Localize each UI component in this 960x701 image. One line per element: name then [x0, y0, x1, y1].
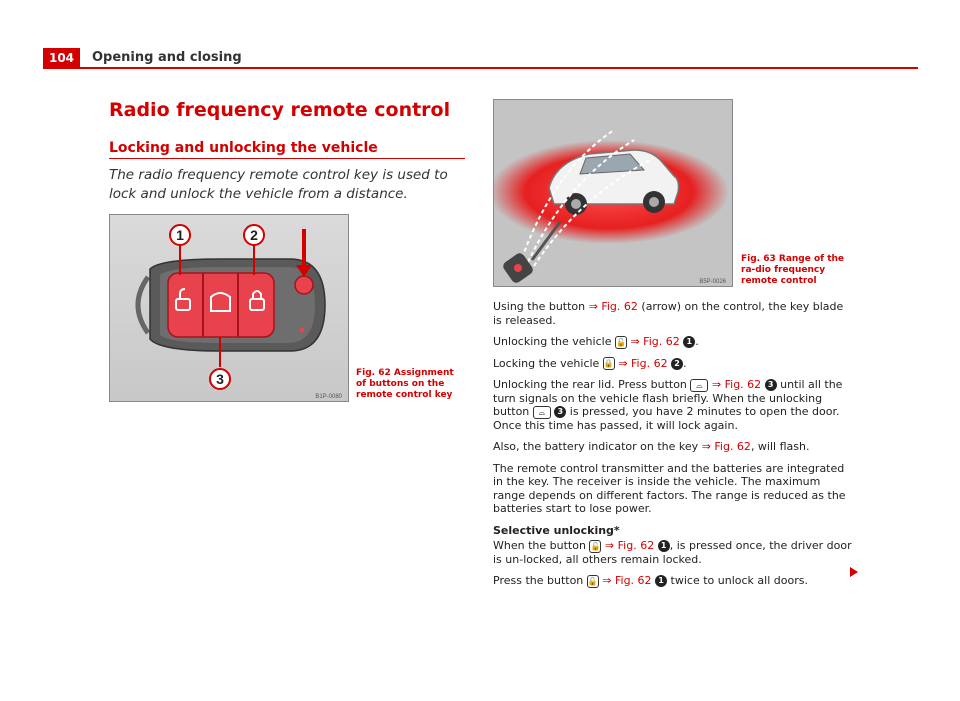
unlock-key-icon: 🔓 [587, 576, 598, 586]
header-title: Opening and closing [92, 50, 242, 65]
continue-arrow-icon [850, 567, 858, 577]
figure-63-caption: Fig. 63 Range of the ra-dio frequency remote control [741, 254, 845, 286]
figure-ref-link[interactable]: ⇒ Fig. 62 [618, 356, 668, 370]
paragraph: When the button 🔓 ⇒ Fig. 62 1 , is pressed once, the driver door is un-locked, all others remain locked. [493, 539, 852, 566]
subsection-title: Locking and unlocking the vehicle [109, 140, 378, 156]
paragraph: Unlocking the rear lid. Press button ⌓ ⇒ Fig. 62 3 until all the turn signals on the vehicle flash briefly. When the unlocking button ⌓ 3 is pressed, you have 2 minutes to open the door. Once this time has passed, it will lock again. [493, 378, 843, 432]
figure-ref-link[interactable]: ⇒ Fig. 62 [604, 539, 655, 552]
callout-number: 1 [655, 575, 667, 587]
paragraph: Also, the battery indicator on the key ⇒ Fig. 62, will flash. [493, 440, 810, 453]
remote-key-illustration [110, 215, 349, 402]
figure-code: B5P-0026 [699, 279, 726, 285]
svg-text:3: 3 [216, 371, 224, 387]
body-text [493, 300, 855, 596]
callout-number: 2 [671, 358, 683, 370]
subheading: Selective unlocking* [493, 523, 620, 537]
figure-ref-link[interactable]: ⇒ Fig. 62 [701, 440, 751, 453]
paragraph: The remote control transmitter and the batteries are integrated in the key. The receiver is inside the vehicle. The maximum range depends on different factors. The range is reduced as the batteries start to lose power. [493, 461, 846, 515]
callout-number: 3 [554, 406, 566, 418]
lock-key-icon: 🔒 [603, 359, 614, 368]
paragraph: Using the button ⇒ Fig. 62 (arrow) on the control, the key blade is released. [493, 300, 844, 327]
callout-number: 3 [765, 379, 777, 391]
figure-ref-link[interactable]: ⇒ Fig. 62 [630, 335, 680, 348]
svg-text:2: 2 [250, 227, 258, 243]
page-number: 104 [43, 48, 80, 68]
trunk-key-icon: ⌓ [690, 379, 708, 392]
subsection-rule [109, 158, 465, 159]
figure-ref-link[interactable]: ⇒ Fig. 62 [711, 378, 762, 391]
section-title: Radio frequency remote control [109, 99, 451, 121]
remote-range-illustration [494, 100, 733, 287]
paragraph: Press the button 🔓 ⇒ Fig. 62 1 twice to unlock all doors. [493, 574, 808, 587]
figure-code: B1P-0080 [315, 394, 342, 400]
paragraph: Locking the vehicle 🔒 ⇒ Fig. 62 2 . [493, 356, 687, 370]
unlock-key-icon: 🔓 [590, 541, 601, 551]
figure-63 [493, 99, 733, 287]
trunk-key-icon: ⌓ [533, 406, 551, 419]
intro-text: The radio frequency remote control key is used to lock and unlock the vehicle from a distance. [109, 167, 448, 202]
paragraph: Unlocking the vehicle 🔓 ⇒ Fig. 62 1 . [493, 335, 699, 348]
figure-62-caption: Fig. 62 Assignment of buttons on the remote control key [356, 368, 454, 400]
figure-ref-link[interactable]: ⇒ Fig. 62 [588, 300, 638, 313]
callout-number: 1 [658, 540, 670, 552]
figure-62 [109, 214, 349, 402]
figure-ref-link[interactable]: ⇒ Fig. 62 [602, 574, 652, 587]
svg-text:1: 1 [176, 227, 184, 243]
unlock-key-icon: 🔓 [615, 337, 626, 347]
callout-number: 1 [683, 336, 695, 348]
header-rule [43, 67, 918, 69]
